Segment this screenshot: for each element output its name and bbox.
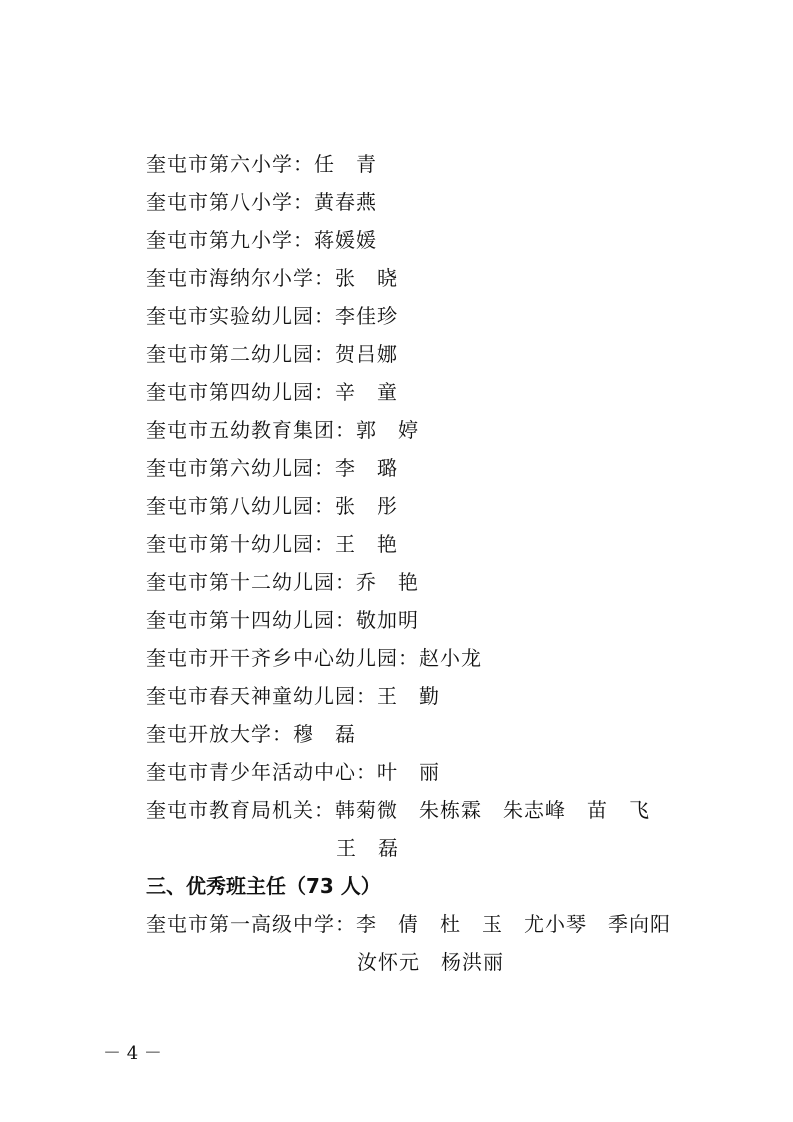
- list-item: 奎屯市第十幼儿园：王 艳: [146, 532, 398, 556]
- list-item: 奎屯市第一高级中学：李 倩 杜 玉 尤小琴 季向阳: [146, 912, 671, 936]
- list-item: 奎屯市五幼教育集团：郭 婷: [146, 418, 419, 442]
- list-item: 奎屯市海纳尔小学：张 晓: [146, 266, 398, 290]
- list-item: 奎屯市实验幼儿园：李佳珍: [146, 304, 398, 328]
- list-item: 奎屯市春天神童幼儿园：王 勤: [146, 684, 440, 708]
- list-item: 奎屯市第十四幼儿园：敬加明: [146, 608, 419, 632]
- list-item: 奎屯市教育局机关：韩菊微 朱栋霖 朱志峰 苗 飞: [146, 798, 650, 822]
- list-item: 奎屯市第八幼儿园：张 彤: [146, 494, 398, 518]
- list-item: 奎屯市第二幼儿园：贺吕娜: [146, 342, 398, 366]
- section-heading: 三、优秀班主任（73 人）: [146, 874, 381, 898]
- list-item: 奎屯市第九小学：蒋媛媛: [146, 228, 377, 252]
- list-item: 奎屯市青少年活动中心：叶 丽: [146, 760, 440, 784]
- list-item: 奎屯市第四幼儿园：辛 童: [146, 380, 398, 404]
- list-item: 奎屯市第六幼儿园：李 璐: [146, 456, 398, 480]
- list-item: 奎屯市第六小学：任 青: [146, 152, 377, 176]
- list-item-continuation: 汝怀元 杨洪丽: [357, 950, 504, 974]
- list-item: 奎屯市第十二幼儿园：乔 艳: [146, 570, 419, 594]
- list-item: 奎屯开放大学：穆 磊: [146, 722, 356, 746]
- list-item: 奎屯市开干齐乡中心幼儿园：赵小龙: [146, 646, 482, 670]
- page-number: － 4 －: [103, 1043, 162, 1064]
- list-item: 奎屯市第八小学：黄春燕: [146, 190, 377, 214]
- list-item-continuation: 王 磊: [336, 836, 399, 860]
